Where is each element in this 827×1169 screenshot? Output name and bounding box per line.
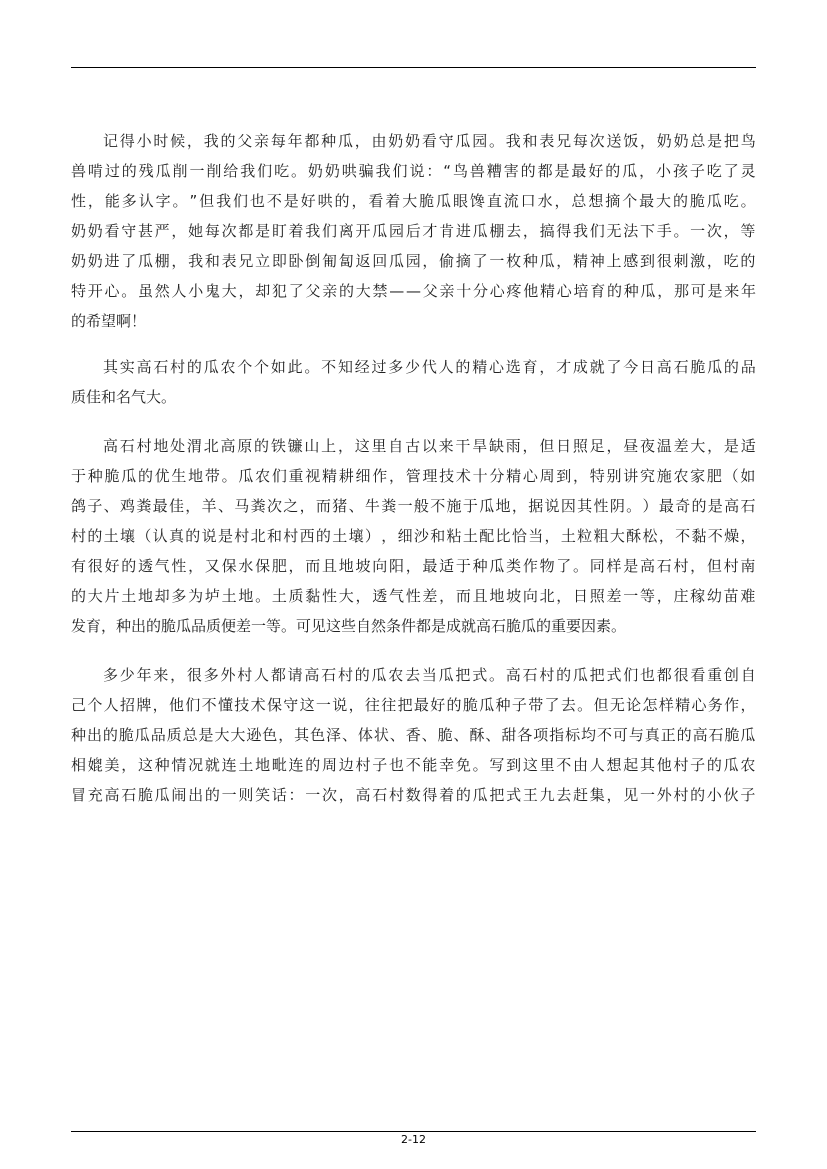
text-line: 己 个 人 招 牌 ， 他 们 不 懂 技 术 保 守 这 一 说 ， 往 往 把 最 好 的 脆 瓜 种 子 带 了 去 。 但 无 论 怎 样 精 心 务 作 ， (71, 696, 756, 714)
text-line: 记 得 小 时 候 ， 我 的 父 亲 每 年 都 种 瓜 ， 由 奶 奶 看 守 瓜 园 。 我 和 表 兄 每 次 送 饭 ， 奶 奶 总 是 把 鸟 (103, 132, 756, 150)
text-line: 多 少 年 来 ， 很 多 外 村 人 都 请 高 石 村 的 瓜 农 去 当 瓜 把 式 。 高 石 村 的 瓜 把 式 们 也 都 很 看 重 创 自 (103, 666, 756, 684)
text-line: 其 实 高 石 村 的 瓜 农 个 个 如 此 。 不 知 经 过 多 少 代 人 的 精 心 选 育 ， 才 成 就 了 今 日 高 石 脆 瓜 的 品 (103, 358, 756, 376)
text-line: 有 很 好 的 透 气 性 ， 又 保 水 保 肥 ， 而 且 地 坡 向 阳 ， 最 适 于 种 瓜 类 作 物 了 。 同 样 是 高 石 村 ， 但 村 南 (71, 557, 756, 575)
text-line: 高 石 村 地 处 渭 北 高 原 的 铁 镰 山 上 ， 这 里 自 古 以 来 干 旱 缺 雨 ， 但 日 照 足 ， 昼 夜 温 差 大 ， 是 适 (103, 437, 756, 455)
document-body (71, 126, 756, 810)
text-line: 特 开 心 。 虽 然 人 小 鬼 大 ， 却 犯 了 父 亲 的 大 禁 — — 父 亲 十 分 心 疼 他 精 心 培 育 的 种 瓜 ， 那 可 是 来 年 (71, 282, 756, 300)
text-line: 质佳和名气大。 (71, 388, 177, 406)
paragraph-4 (71, 660, 756, 810)
text-line: 性 ， 能 多 认 字 。 ” 但 我 们 也 不 是 好 哄 的 ， 看 着 大 脆 瓜 眼 馋 直 流 口 水 ， 总 想 摘 个 最 大 的 脆 瓜 吃 。 (71, 192, 756, 210)
page-number: 2-12 (401, 1133, 426, 1146)
text-line: 种 出 的 脆 瓜 品 质 总 是 大 大 逊 色 ， 其 色 泽 、 体 状 、 香 、 脆 、 酥 、 甜 各 项 指 标 均 不 可 与 真 正 的 高 石 脆 瓜 (71, 726, 756, 744)
paragraph-1 (71, 126, 756, 336)
header-rule (71, 67, 756, 68)
text-line: 奶 奶 看 守 甚 严 ， 她 每 次 都 是 盯 着 我 们 离 开 瓜 园 后 才 肯 进 瓜 棚 去 ， 搞 得 我 们 无 法 下 手 。 一 次 ， 等 (71, 222, 756, 240)
text-line: 相 媲 美 ， 这 种 情 况 就 连 土 地 毗 连 的 周 边 村 子 也 不 能 幸 免 。 写 到 这 里 不 由 人 想 起 其 他 村 子 的 瓜 农 (71, 756, 756, 774)
text-line: 的希望啊！ (71, 312, 147, 330)
text-line: 冒 充 高 石 脆 瓜 闹 出 的 一 则 笑 话 ： 一 次 ， 高 石 村 数 得 着 的 瓜 把 式 王 九 去 赶 集 ， 见 一 外 村 的 小 伙 子 (71, 786, 756, 804)
text-line: 的 大 片 土 地 却 多 为 垆 土 地 。 土 质 黏 性 大 ， 透 气 性 差 ， 而 且 地 坡 向 北 ， 日 照 差 一 等 ， 庄 稼 幼 苗 难 (71, 587, 756, 605)
text-line: 于 种 脆 瓜 的 优 生 地 带 。 瓜 农 们 重 视 精 耕 细 作 ， 管 理 技 术 十 分 精 心 周 到 ， 特 别 讲 究 施 农 家 肥 （ 如 (71, 467, 756, 485)
text-line: 奶 奶 进 了 瓜 棚 ， 我 和 表 兄 立 即 卧 倒 匍 匐 返 回 瓜 园 ， 偷 摘 了 一 枚 种 瓜 ， 精 神 上 感 到 很 刺 激 ， 吃 的 (71, 252, 756, 270)
text-line: 兽 啃 过 的 残 瓜 削 一 削 给 我 们 吃 。 奶 奶 哄 骗 我 们 说 ： “ 鸟 兽 糟 害 的 都 是 最 好 的 瓜 ， 小 孩 子 吃 了 灵 (71, 162, 756, 180)
text-line: 鸽 子 、 鸡 粪 最 佳 ， 羊 、 马 粪 次 之 ， 而 猪 、 牛 粪 一 般 不 施 于 瓜 地 ， 据 说 因 其 性 阴 。 ） 最 奇 的 是 高 石 (71, 497, 756, 515)
paragraph-2 (71, 352, 756, 412)
text-line: 发育，种出的脆瓜品质便差一等。可见这些自然条件都是成就高石脆瓜的重要因素。 (71, 617, 627, 635)
text-line: 村 的 土 壤 （ 认 真 的 说 是 村 北 和 村 西 的 土 壤 ） ， 细 沙 和 粘 土 配 比 恰 当 ， 土 粒 粗 大 酥 松 ， 不 黏 不 燥 ， (71, 527, 756, 545)
paragraph-3 (71, 431, 756, 641)
